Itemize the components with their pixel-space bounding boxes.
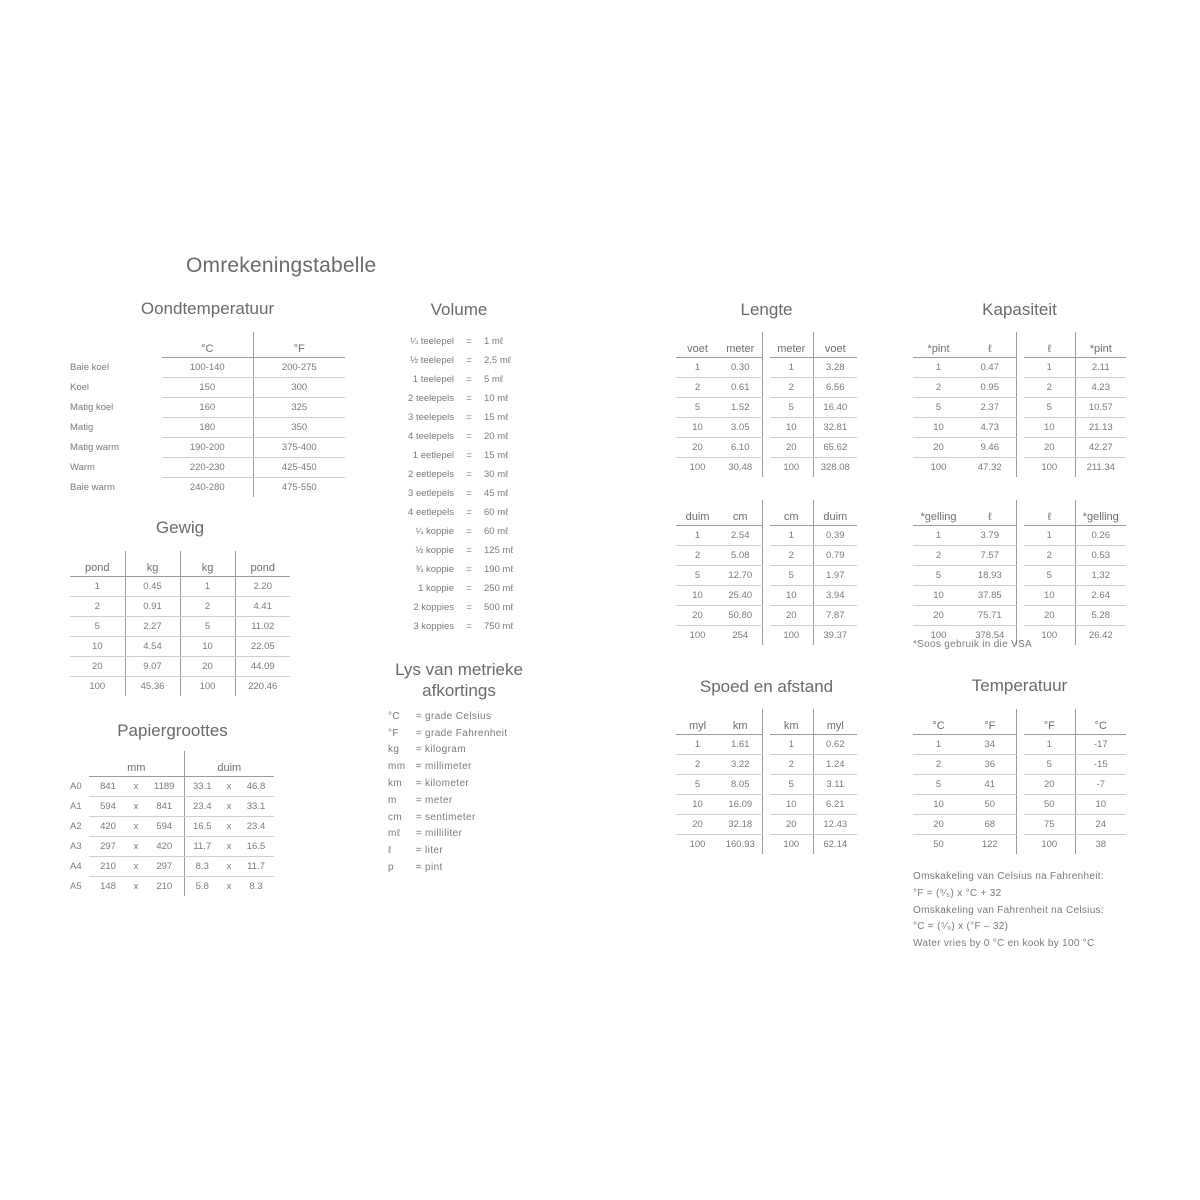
- temperature-note: Omskakeling van Celsius na Fahrenheit:: [913, 871, 1104, 882]
- weight-table: pond kg kg pond 1 0.45 1 2.20 2 0.91 2 4.41 5 2.27 5 11.02 10 4.54 10 22.05 20 9.07 20 44.09 100 45.36 100 220.46: [70, 551, 290, 696]
- list-item: ℓ = liter: [388, 845, 444, 857]
- table-row: 10 4.54 10 22.05: [70, 637, 290, 657]
- table-row: 5 2.37 5 10.57: [913, 398, 1126, 418]
- temperature-note: °C = (⁵⁄₉) x (°F – 32): [913, 921, 1009, 933]
- table-row: 1 0.45 1 2.20: [70, 577, 290, 597]
- list-item: ½ teelepel = 2,5 mℓ: [410, 355, 511, 366]
- volume-list: [379, 332, 544, 636]
- table-row: A2 420 x 594 16.5 x 23.4: [70, 817, 274, 837]
- abbreviations-list: [388, 708, 508, 876]
- list-item: mm = millimeter: [388, 761, 472, 773]
- table-row: A4 210 x 297 8.3 x 11.7: [70, 857, 274, 877]
- oven-header-f: °F: [253, 332, 345, 358]
- list-item: ¼ teelepel = 1 mℓ: [410, 336, 503, 347]
- table-row: Matig koel 160 325: [70, 398, 345, 418]
- temperature-table: °C °F °F °C 1 34 1 -17 2 36 5 -15 5 41 20 -7 10 50 50 10 20 68 75 24 50 122 100 38: [913, 709, 1126, 854]
- table-row: 20 50.80 20 7.87: [676, 606, 857, 626]
- table-row: 2 5.08 2 0.79: [676, 546, 857, 566]
- table-row: 20 9.46 20 42.27: [913, 438, 1126, 458]
- list-item: °F = grade Fahrenheit: [388, 727, 508, 739]
- list-item: cm = sentimeter: [388, 811, 476, 823]
- table-row: 20 68 75 24: [913, 815, 1126, 835]
- list-item: 2 koppies = 500 mℓ: [413, 602, 514, 613]
- weight-title: Gewig: [155, 518, 205, 537]
- capacity-footnote: *Soos gebruik in die VSA: [913, 639, 1032, 650]
- list-item: ¼ koppie = 60 mℓ: [415, 526, 509, 537]
- table-row: Matig warm 190-200 375-400: [70, 438, 345, 458]
- table-row: 100 30.48 100 328.08: [676, 458, 857, 478]
- list-item: m = meter: [388, 794, 453, 806]
- table-row: 20 9.07 20 44.09: [70, 657, 290, 677]
- list-item: kg = kilogram: [388, 744, 466, 756]
- volume-title: Volume: [430, 300, 488, 319]
- paper-header-duim: duim: [184, 751, 274, 777]
- temperature-note: Water vries by 0 °C en kook by 100 °C: [913, 938, 1095, 950]
- capacity-title: Kapasiteit: [982, 300, 1057, 319]
- table-row: 10 16.09 10 6.21: [676, 795, 857, 815]
- table-row: A1 594 x 841 23.4 x 33.1: [70, 797, 274, 817]
- list-item: p = pint: [388, 862, 443, 874]
- capacity-table-gallon: *gelling ℓ ℓ *gelling 1 3.79 1 0.26 2 7.57 2 0.53 5 18.93 5 1.32 10 37.85 10 2.64 20 75.71 20 5.28 100 378.54 100 26.42: [913, 500, 1126, 645]
- table-row: 50 122 100 38: [913, 835, 1126, 855]
- speed-table: myl km km myl 1 1.61 1 0.62 2 3.22 2 1.24 5 8.05 5 3.11 10 16.09 10 6.21 20 32.18 20 12.43 100 160.93 100 62.14: [676, 709, 857, 854]
- paper-header-mm: mm: [89, 751, 184, 777]
- table-row: 10 50 50 10: [913, 795, 1126, 815]
- list-item: km = kilometer: [388, 778, 470, 790]
- paper-title: Papiergroottes: [117, 721, 228, 740]
- table-row: 1 3.79 1 0.26: [913, 526, 1126, 546]
- table-row: 20 75.71 20 5.28: [913, 606, 1126, 626]
- list-item: 1 teelepel = 5 mℓ: [412, 374, 503, 385]
- table-row: 100 47.32 100 211.34: [913, 458, 1126, 478]
- list-item: 1 koppie = 250 mℓ: [418, 583, 514, 594]
- list-item: 3 koppies = 750 mℓ: [413, 621, 514, 632]
- list-item: 3 eetlepels = 45 mℓ: [408, 488, 509, 499]
- abbreviations-title: Lys van metrieke afkortings: [395, 660, 523, 700]
- table-row: Koel 150 300: [70, 378, 345, 398]
- table-row: 1 1.61 1 0.62: [676, 735, 857, 755]
- list-item: ½ koppie = 125 mℓ: [415, 545, 514, 556]
- table-row: Baie warm 240-280 475-550: [70, 478, 345, 498]
- table-row: A5 148 x 210 5.8 x 8.3: [70, 877, 274, 897]
- oven-title: Oondtemperatuur: [140, 299, 275, 318]
- length-title: Lengte: [740, 300, 793, 319]
- table-row: 100 45.36 100 220.46: [70, 677, 290, 697]
- table-row: 2 0.91 2 4.41: [70, 597, 290, 617]
- table-row: 20 32.18 20 12.43: [676, 815, 857, 835]
- table-row: 5 2.27 5 11.02: [70, 617, 290, 637]
- table-row: 20 6.10 20 65.62: [676, 438, 857, 458]
- table-row: 1 34 1 -17: [913, 735, 1126, 755]
- length-table-feet: voet meter meter voet 1 0.30 1 3.28 2 0.61 2 6.56 5 1.52 5 16.40 10 3.05 10 32.81 20 6.10 20 65.62 100 30.48 100 328.08: [676, 332, 857, 477]
- temperature-note: °F = (⁹⁄₅) x °C + 32: [913, 887, 1002, 899]
- table-row: A3 297 x 420 11.7 x 16.5: [70, 837, 274, 857]
- temperature-notes: [913, 869, 1104, 953]
- table-row: 10 4.73 10 21.13: [913, 418, 1126, 438]
- table-row: 5 18.93 5 1.32: [913, 566, 1126, 586]
- list-item: 1 eetlepel = 15 mℓ: [412, 450, 509, 461]
- temperature-note: Omskakeling van Fahrenheit na Celsius:: [913, 904, 1104, 916]
- list-item: mℓ = milliliter: [388, 828, 463, 840]
- table-row: 100 160.93 100 62.14: [676, 835, 857, 855]
- table-row: 1 0.30 1 3.28: [676, 358, 857, 378]
- table-row: 2 0.95 2 4.23: [913, 378, 1126, 398]
- list-item: 2 eetlepels = 30 mℓ: [408, 469, 509, 480]
- list-item: 4 eetlepels = 60 mℓ: [408, 507, 509, 518]
- table-row: 5 12.70 5 1.97: [676, 566, 857, 586]
- list-item: 3 teelepels = 15 mℓ: [408, 412, 509, 423]
- paper-table: [70, 751, 274, 896]
- table-row: 100 378.54 100 26.42: [913, 626, 1126, 646]
- list-item: 2 teelepels = 10 mℓ: [408, 393, 509, 404]
- table-row: 2 36 5 -15: [913, 755, 1126, 775]
- table-row: 10 25.40 10 3.94: [676, 586, 857, 606]
- table-row: 2 0.61 2 6.56: [676, 378, 857, 398]
- oven-table: [70, 332, 345, 497]
- table-row: 10 37.85 10 2.64: [913, 586, 1126, 606]
- table-row: 1 0.47 1 2.11: [913, 358, 1126, 378]
- capacity-table-pint: *pint ℓ ℓ *pint 1 0.47 1 2.11 2 0.95 2 4.23 5 2.37 5 10.57 10 4.73 10 21.13 20 9.46 20 42.27 100 47.32 100 211.34: [913, 332, 1126, 477]
- list-item: °C = grade Celsius: [388, 710, 492, 722]
- table-row: 100 254 100 39.37: [676, 626, 857, 646]
- table-row: A0 841 x 1189 33.1 x 46.8: [70, 777, 274, 797]
- table-row: 5 41 20 -7: [913, 775, 1126, 795]
- page-title: Omrekeningstabelle: [186, 254, 377, 277]
- table-row: 5 8.05 5 3.11: [676, 775, 857, 795]
- table-row: 2 3.22 2 1.24: [676, 755, 857, 775]
- table-row: 2 7.57 2 0.53: [913, 546, 1126, 566]
- speed-title: Spoed en afstand: [699, 677, 834, 696]
- table-row: Baie koel 100-140 200-275: [70, 358, 345, 378]
- table-row: 10 3.05 10 32.81: [676, 418, 857, 438]
- list-item: 4 teelepels = 20 mℓ: [408, 431, 509, 442]
- table-row: 5 1.52 5 16.40: [676, 398, 857, 418]
- table-row: Warm 220-230 425-450: [70, 458, 345, 478]
- oven-header-c: °C: [162, 332, 253, 358]
- temperature-title: Temperatuur: [971, 676, 1068, 695]
- table-row: 1 2.54 1 0.39: [676, 526, 857, 546]
- length-table-inch: duim cm cm duim 1 2.54 1 0.39 2 5.08 2 0.79 5 12.70 5 1.97 10 25.40 10 3.94 20 50.80 20 7.87 100 254 100 39.37: [676, 500, 857, 645]
- table-row: Matig 180 350: [70, 418, 345, 438]
- list-item: ¾ koppie = 190 mℓ: [415, 564, 514, 575]
